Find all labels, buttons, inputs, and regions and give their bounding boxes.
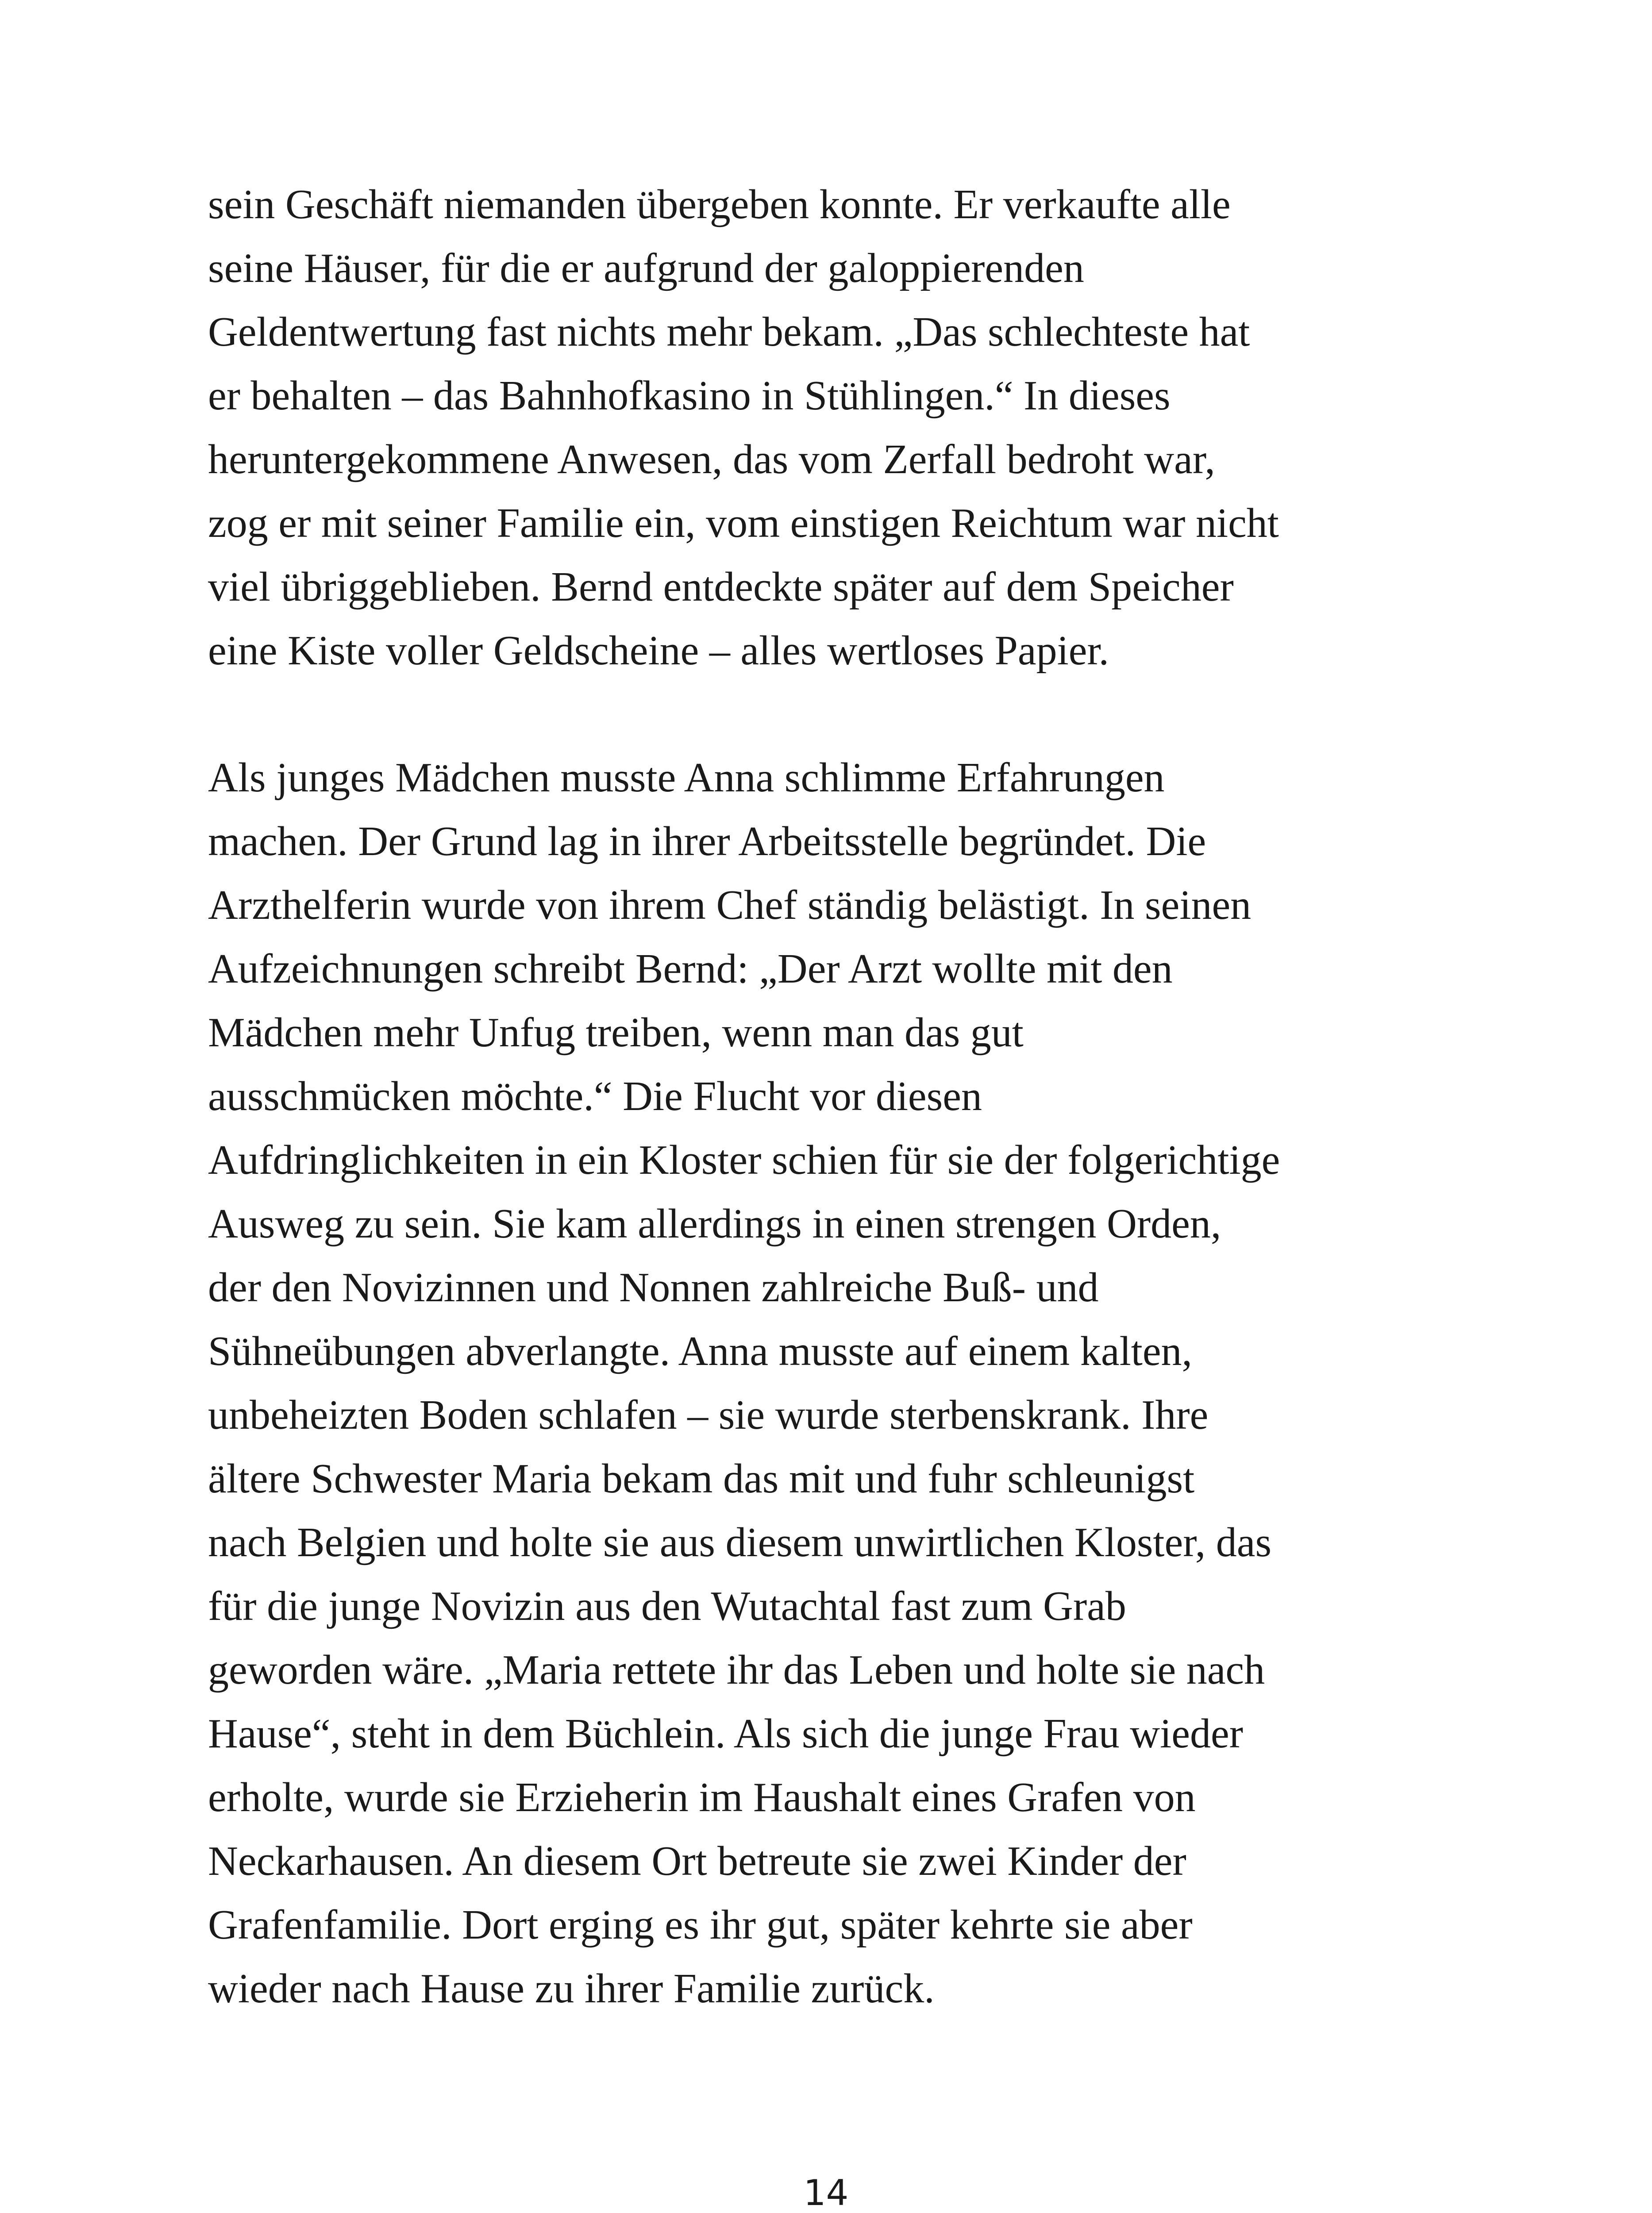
text-line: sein Geschäft niemanden übergeben konnte. Er verkaufte alle (208, 181, 1231, 227)
text-line: Arzthelferin wurde von ihrem Chef ständig belästigt. In seinen (208, 882, 1252, 928)
text-line: ältere Schwester Maria bekam das mit und fuhr schleunigst (208, 1456, 1195, 1502)
text-line: unbeheizten Boden schlafen – sie wurde sterbenskrank. Ihre (208, 1392, 1209, 1438)
text-line: Als junges Mädchen musste Anna schlimme Erfahrungen (208, 755, 1165, 801)
text-line: der den Novizinnen und Nonnen zahlreiche Buß- und (208, 1265, 1099, 1311)
text-line: Ausweg zu sein. Sie kam allerdings in einen strengen Orden, (208, 1201, 1221, 1247)
text-line: seine Häuser, für die er aufgrund der galoppierenden (208, 245, 1084, 291)
text-line: zog er mit seiner Familie ein, vom einstigen Reichtum war nicht (208, 500, 1279, 546)
text-line: geworden wäre. „Maria rettete ihr das Leben und holte sie nach (208, 1647, 1265, 1693)
text-line: Aufzeichnungen schreibt Bernd: „Der Arzt wollte mit den (208, 946, 1173, 992)
text-line: Mädchen mehr Unfug treiben, wenn man das gut (208, 1010, 1024, 1056)
text-line: viel übriggeblieben. Bernd entdeckte später auf dem Speicher (208, 564, 1234, 610)
text-line: heruntergekommene Anwesen, das vom Zerfall bedroht war, (208, 436, 1215, 482)
text-line: für die junge Novizin aus den Wutachtal fast zum Grab (208, 1583, 1126, 1629)
text-line: Grafenfamilie. Dort erging es ihr gut, später kehrte sie aber (208, 1902, 1193, 1948)
paragraph-1 (208, 173, 1491, 682)
text-line: Aufdringlichkeiten in ein Kloster schien für sie der folgerichtige (208, 1137, 1280, 1183)
text-line: Sühneübungen abverlangte. Anna musste auf einem kalten, (208, 1328, 1193, 1374)
text-line: Neckarhausen. An diesem Ort betreute sie zwei Kinder der (208, 1838, 1186, 1884)
text-line: wieder nach Hause zu ihrer Familie zurück. (208, 1966, 935, 2012)
page-number: 14 (803, 2172, 849, 2213)
text-line: machen. Der Grund lag in ihrer Arbeitsstelle begründet. Die (208, 818, 1206, 864)
text-line: nach Belgien und holte sie aus diesem unwirtlichen Kloster, das (208, 1519, 1272, 1565)
text-line: er behalten – das Bahnhofkasino in Stühlingen.“ In dieses (208, 373, 1171, 419)
text-line: eine Kiste voller Geldscheine – alles wertloses Papier. (208, 628, 1109, 674)
text-line: ausschmücken möchte.“ Die Flucht vor diesen (208, 1073, 982, 1119)
text-line: Hause“, steht in dem Büchlein. Als sich die junge Frau wieder (208, 1711, 1244, 1757)
text-line: erholte, wurde sie Erzieherin im Haushalt eines Grafen von (208, 1774, 1196, 1820)
paragraph-2 (208, 746, 1491, 2020)
text-line: Geldentwertung fast nichts mehr bekam. „Das schlechteste hat (208, 309, 1250, 355)
